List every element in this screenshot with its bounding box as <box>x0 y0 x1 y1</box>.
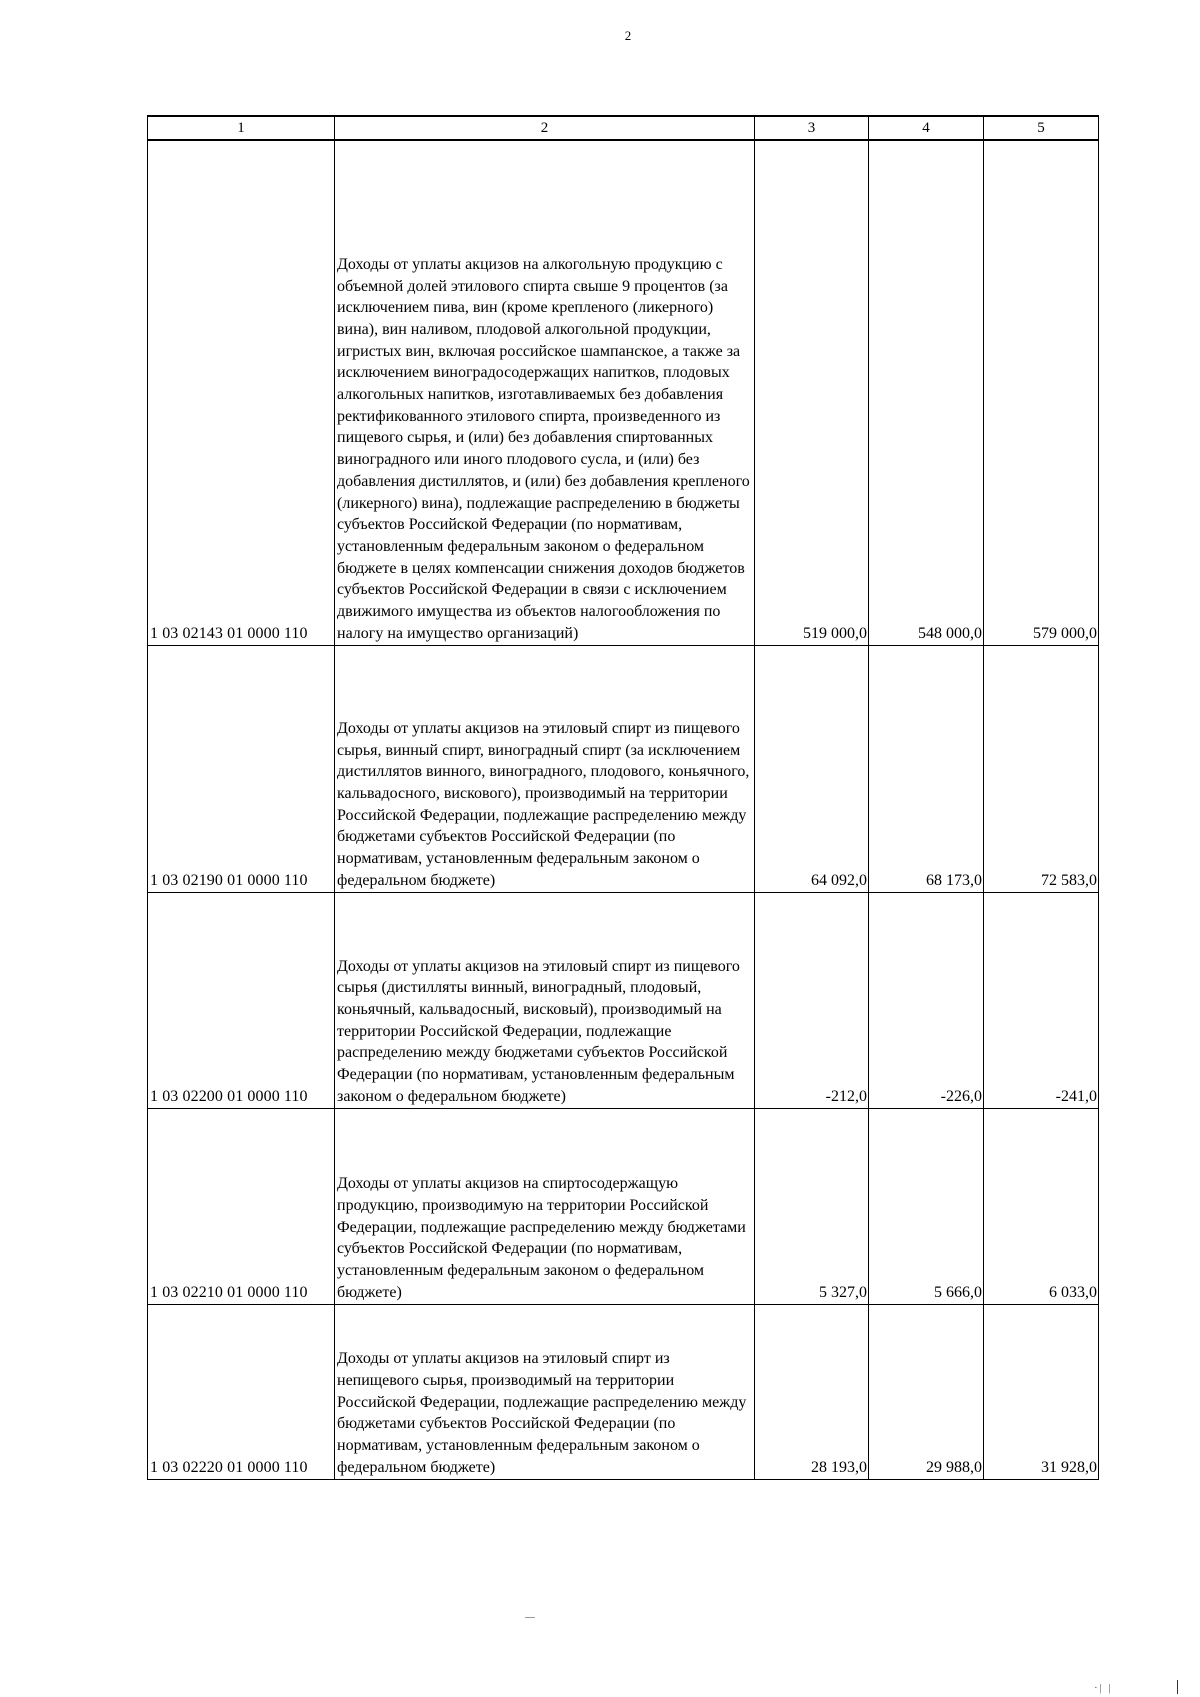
row-value-col4: 29 988,0 <box>869 1304 984 1479</box>
row-value-col5: 72 583,0 <box>984 645 1099 892</box>
page-number: 2 <box>624 28 632 43</box>
row-value-col4: 68 173,0 <box>869 645 984 892</box>
row-value-col4: 5 666,0 <box>869 1108 984 1304</box>
header-col-4: 4 <box>869 116 984 140</box>
row-value-col5: 579 000,0 <box>984 140 1099 645</box>
row-code: 1 03 02143 01 0000 110 <box>148 140 335 645</box>
table-row <box>148 1304 1099 1479</box>
table-row <box>148 140 1099 645</box>
header-col-2: 2 <box>335 116 755 140</box>
row-value-col5: 31 928,0 <box>984 1304 1099 1479</box>
table-row <box>148 1108 1099 1304</box>
row-code: 1 03 02210 01 0000 110 <box>148 1108 335 1304</box>
row-name <box>335 1108 755 1304</box>
scan-dash-mark <box>525 1617 535 1618</box>
header-col-3: 3 <box>755 116 869 140</box>
row-value-col3: 519 000,0 <box>755 140 869 645</box>
row-name <box>335 892 755 1108</box>
corner-tick-mark <box>1177 1680 1178 1694</box>
row-value-col4: 548 000,0 <box>869 140 984 645</box>
header-col-5: 5 <box>984 116 1099 140</box>
row-name <box>335 1304 755 1479</box>
header-row <box>148 116 1099 140</box>
row-code: 1 03 02220 01 0000 110 <box>148 1304 335 1479</box>
row-value-col3: 28 193,0 <box>755 1304 869 1479</box>
row-value-col5: 6 033,0 <box>984 1108 1099 1304</box>
corner-mark: ·| | <box>1094 1682 1113 1694</box>
row-value-col4: -226,0 <box>869 892 984 1108</box>
row-value-col3: 64 092,0 <box>755 645 869 892</box>
table-row <box>148 645 1099 892</box>
row-code: 1 03 02190 01 0000 110 <box>148 645 335 892</box>
header-col-1: 1 <box>148 116 335 140</box>
row-value-col5: -241,0 <box>984 892 1099 1108</box>
budget-revenue-table <box>147 115 1099 1480</box>
row-name-text: Доходы от уплаты акцизов на этиловый спирт из пищевого сырья, винный спирт, виноградный спирт (за исключением дистиллятов винного, виноградного, плодового, коньячного, кальвадосного, вискового), производимый на территории Российской Федерации, подлежащие распределению между бюджетами субъектов Российской Федерации (по нормативам, установленным федеральным законом о федеральном бюджете) <box>337 719 750 889</box>
table-row <box>148 892 1099 1108</box>
row-value-col3: -212,0 <box>755 892 869 1108</box>
row-name-text: Доходы от уплаты акцизов на спиртосодержащую продукцию, производимую на территории Российской Федерации, подлежащие распределению между бюджетами субъектов Российской Федерации (по нормативам, установленным федеральным законом о федеральном бюджете) <box>337 1175 746 1301</box>
row-name <box>335 140 755 645</box>
row-name-text: Доходы от уплаты акцизов на этиловый спирт из пищевого сырья (дистилляты винный, виноградный, плодовый, коньячный, кальвадосный, висковый), производимый на территории Российской Федерации, подлежащие распределению между бюджетами субъектов Российской Федерации (по нормативам, установленным федеральным законом о федеральном бюджете) <box>337 957 740 1105</box>
row-name-text: Доходы от уплаты акцизов на этиловый спирт из непищевого сырья, производимый на территории Российской Федерации, подлежащие распределению между бюджетами субъектов Российской Федерации (по нормативам, установленным федеральным законом о федеральном бюджете) <box>337 1350 747 1476</box>
row-name-text: Доходы от уплаты акцизов на алкогольную продукцию с объемной долей этилового спирта свыше 9 процентов (за исключением пива, вин (кроме крепленого (ликерного) вина), вин наливом, плодовой алкогольной продукции, игристых вин, включая российское шампанское, а также за исключением виноградосодержащих напитков, плодовых алкогольных напитков, изготавливаемых без добавления ректификованного этилового спирта, произведенного из пищевого сырья, и (или) без добавления спиртованных виноградного или иного плодового сусла, и (или) без добавления дистиллятов, и (или) без добавления крепленого (ликерного) вина), подлежащие распределению в бюджеты субъектов Российской Федерации (по нормативам, установленным федеральным законом о федеральном бюджете в целях компенсации снижения доходов бюджетов субъектов Российской Федерации в связи с исключением движимого имущества из объектов налогообложения по налогу на имущество организаций) <box>337 255 750 642</box>
row-code: 1 03 02200 01 0000 110 <box>148 892 335 1108</box>
row-name <box>335 645 755 892</box>
row-value-col3: 5 327,0 <box>755 1108 869 1304</box>
